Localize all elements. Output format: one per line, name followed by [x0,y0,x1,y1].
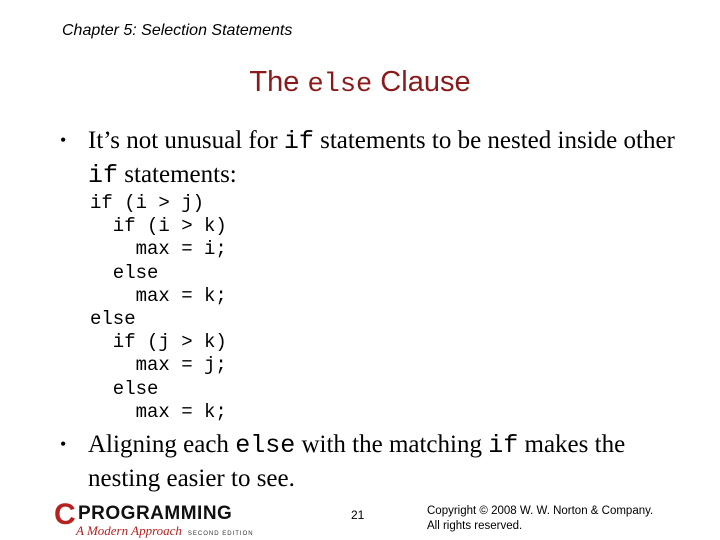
bullet-code-part: if [488,431,519,460]
bullet-code-part: if [88,161,119,190]
logo-edition: SECOND EDITION [187,531,254,537]
bullet-text [88,428,688,495]
title-after: Clause [372,66,471,98]
bullet-text-part: with the matching [295,431,489,458]
bullet-text-part: statements: [118,161,237,188]
page-number: 21 [351,508,365,522]
logo-subtitle-text: A Modern Approach [76,523,182,538]
book-logo [54,500,266,540]
copyright-notice [427,504,707,534]
title-before: The [249,66,308,98]
logo-wordmark: PROGRAMMING [78,503,233,524]
logo-c-mark: C [54,498,76,531]
copyright-line: All rights reserved. [427,520,523,532]
logo-subtitle [76,523,254,539]
code-example: if (i > j) if (i > k) max = i; else max = k; else if (j > k) max = j; else max = k; [90,192,227,423]
bullet-marker: • [60,434,67,454]
title-keyword: else [307,70,373,100]
copyright-line: Copyright © 2008 W. W. Norton & Company. [427,505,654,517]
bullet-text-part: statements to be nested inside other [313,127,675,154]
bullet-text-part: Aligning each [88,431,236,458]
slide-title [0,66,720,100]
bullet-text [88,124,688,192]
bullet-code-part: else [235,431,296,460]
chapter-heading: Chapter 5: Selection Statements [62,22,293,39]
bullet-text-part: makes the nesting easier to see. [88,431,626,492]
bullet-marker: • [60,130,67,150]
bullet-text-part: It’s not unusual for [88,127,284,154]
bullet-code-part: if [283,127,314,156]
